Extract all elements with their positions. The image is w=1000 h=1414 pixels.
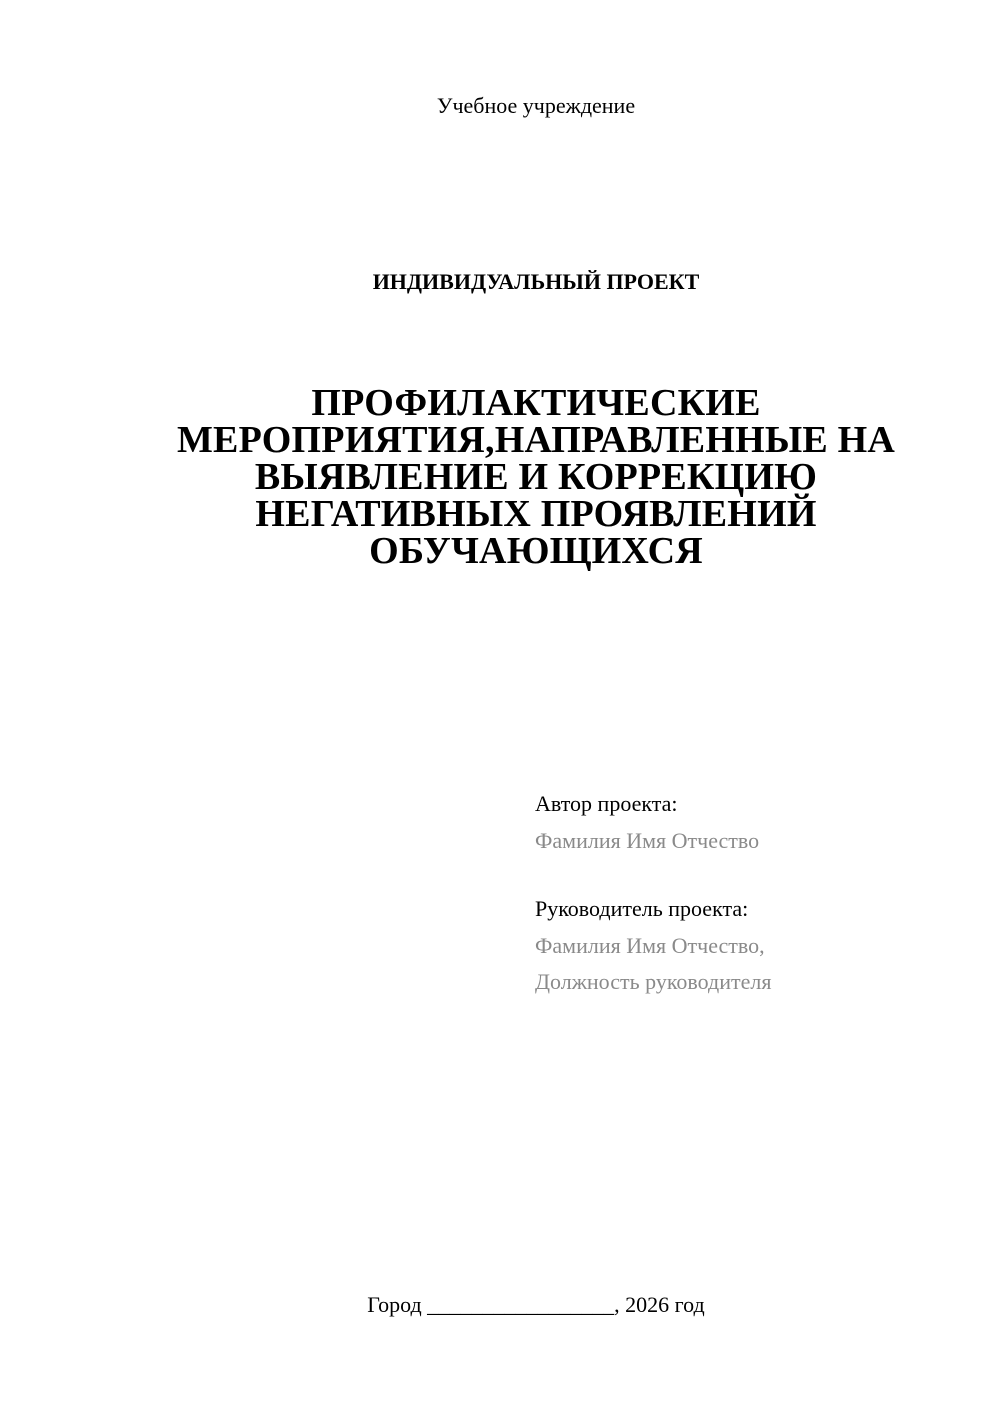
title-line: ПРОФИЛАКТИЧЕСКИЕ (311, 382, 761, 424)
title-line: МЕРОПРИЯТИЯ,НАПРАВЛЕННЫЕ НА (176, 419, 895, 461)
title-line: ВЫЯВЛЕНИЕ И КОРРЕКЦИЮ (254, 456, 818, 498)
supervisor-label: Руководитель проекта: (535, 896, 749, 921)
author-label: Автор проекта: (535, 791, 678, 816)
city-label: Город (367, 1292, 422, 1317)
supervisor-position: Должность руководителя (535, 969, 772, 994)
author-name: Фамилия Имя Отчество (535, 828, 760, 853)
author-block (535, 790, 975, 855)
title-line: НЕГАТИВНЫХ ПРОЯВЛЕНИЙ (255, 493, 817, 535)
city-blank: _________________ (427, 1292, 615, 1317)
city-year-line (0, 1291, 1000, 1319)
year-text: , 2026 год (614, 1292, 705, 1317)
supervisor-name: Фамилия Имя Отчество, (535, 933, 765, 958)
title-line: ОБУЧАЮЩИХСЯ (369, 530, 703, 572)
project-title (150, 382, 922, 572)
institution-name: Учебное учреждение (436, 93, 636, 118)
project-type-heading: ИНДИВИДУАЛЬНЫЙ ПРОЕКТ (372, 269, 700, 294)
supervisor-block (535, 895, 975, 996)
